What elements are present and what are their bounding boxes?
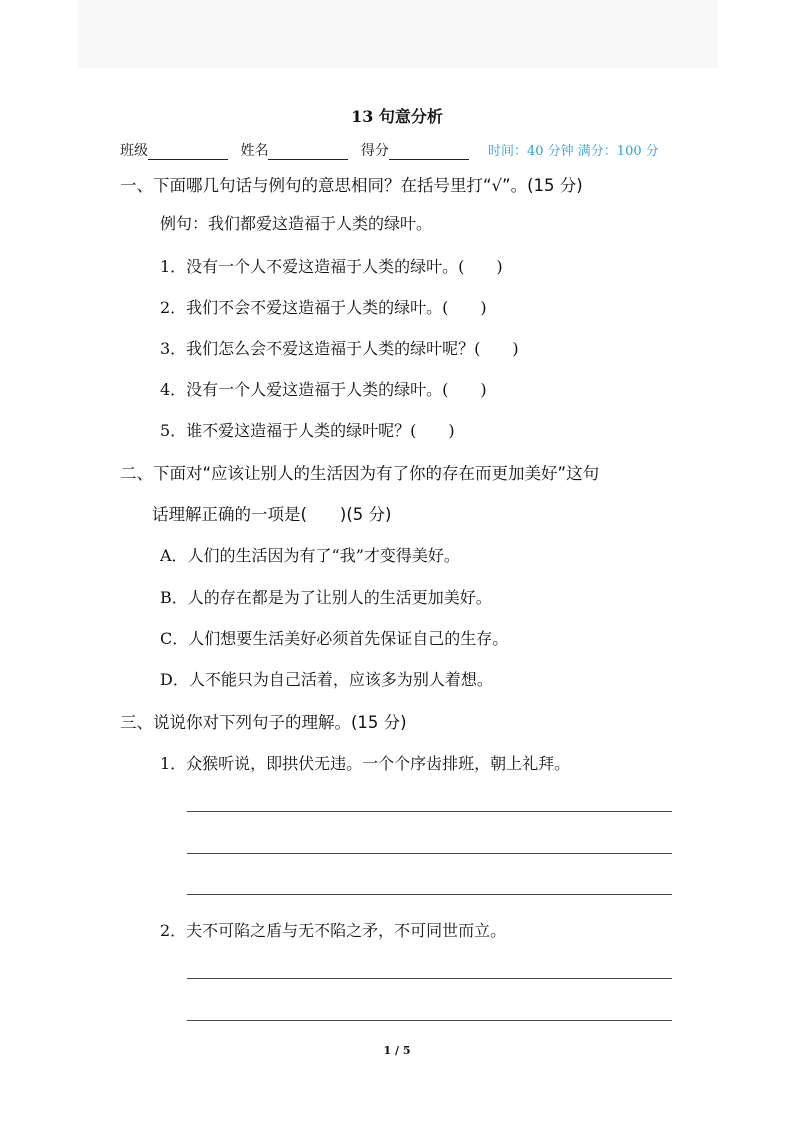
- section1-item-5[interactable]: 5．谁不爱这造福于人类的绿叶呢？( ): [160, 421, 455, 440]
- section2-heading-line1: 二、下面对“应该让别人的生活因为有了你的存在而更加美好”这句: [120, 464, 600, 483]
- header-band: [78, 0, 718, 68]
- section3-heading: 三、说说你对下列句子的理解。(15 分): [120, 713, 407, 732]
- answer-line-1a[interactable]: [187, 811, 672, 812]
- answer-line-1b[interactable]: [187, 853, 672, 854]
- section1-example: 例句：我们都爱这造福于人类的绿叶。: [160, 214, 433, 233]
- score-label: 得分: [360, 143, 389, 159]
- answer-line-2b[interactable]: [187, 1020, 672, 1021]
- student-info-row: [120, 140, 680, 160]
- section2-option-d[interactable]: D．人不能只为自己活着，应该多为别人着想。: [160, 670, 493, 689]
- section2-option-b[interactable]: B．人的存在都是为了让别人的生活更加美好。: [160, 588, 492, 607]
- score-blank[interactable]: [389, 145, 469, 160]
- section3-question-1: 1．众猴听说，即拱伏无违。一个个序齿排班，朝上礼拜。: [160, 754, 571, 773]
- section2-option-a[interactable]: A．人们的生活因为有了“我”才变得美好。: [160, 546, 460, 565]
- section1-item-2[interactable]: 2．我们不会不爱这造福于人类的绿叶。( ): [160, 298, 487, 317]
- time-score-meta: 时间：40 分钟 满分：100 分: [488, 144, 659, 159]
- answer-line-1c[interactable]: [187, 894, 672, 895]
- section2-heading-line2[interactable]: 话理解正确的一项是( )(5 分): [152, 505, 392, 524]
- section1-heading: 一、下面哪几句话与例句的意思相同？在括号里打“√”。(15 分): [120, 176, 583, 195]
- section1-item-3[interactable]: 3．我们怎么会不爱这造福于人类的绿叶呢？( ): [160, 339, 519, 358]
- section1-item-4[interactable]: 4．没有一个人爱这造福于人类的绿叶。( ): [160, 380, 487, 399]
- section3-question-2: 2．夫不可陷之盾与无不陷之矛，不可同世而立。: [160, 921, 507, 940]
- section2-option-c[interactable]: C．人们想要生活美好必须首先保证自己的生存。: [160, 629, 509, 648]
- answer-line-2a[interactable]: [187, 978, 672, 979]
- section1-item-1[interactable]: 1．没有一个人不爱这造福于人类的绿叶。( ): [160, 257, 503, 276]
- class-label: 班级: [120, 143, 148, 159]
- name-blank[interactable]: [268, 145, 348, 160]
- class-blank[interactable]: [148, 145, 228, 160]
- name-label: 姓名: [240, 143, 269, 159]
- page-number: 1 / 5: [383, 1044, 411, 1057]
- page-title: 13 句意分析: [351, 107, 443, 126]
